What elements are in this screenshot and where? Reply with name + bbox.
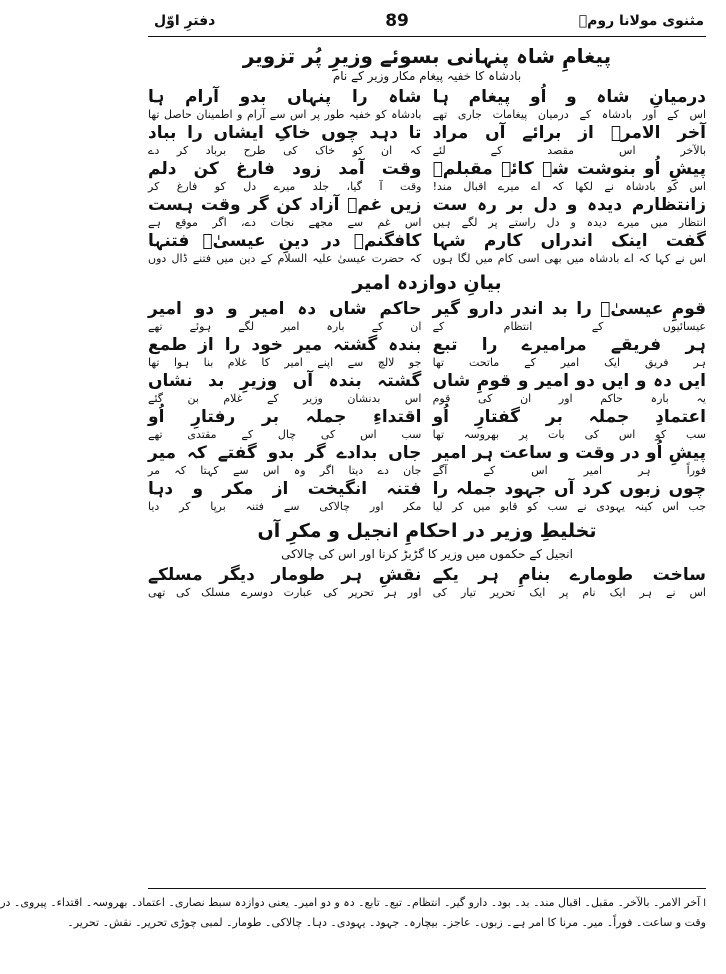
couplet (148, 442, 706, 478)
verse-translation: اس کے اور بادشاہ کے درمیان پیغامات جاری تھے (432, 108, 706, 121)
verse-text: درمیانِ شاہ و اُو پیغام ہا (432, 87, 706, 107)
verse-text: زیں غمؔ آزاد کن گر وقت ہست (148, 195, 422, 215)
left-hemistich (148, 230, 421, 266)
verse-text: چوں زبوں کرد آں جہود جملہ را (432, 479, 706, 499)
couplet (148, 158, 706, 194)
verse-translation: جب اس کینہ یہودی نے سب کو قابو میں کر لیا (432, 500, 706, 513)
verse-text: ہر فریقے مرامیرے را تبع (432, 335, 706, 355)
couplet (148, 230, 706, 266)
verse-translation: بالآخر اس مقصد کے لئے (432, 144, 706, 157)
couplet (148, 194, 706, 230)
couplet (148, 122, 706, 158)
footnote-rule (148, 888, 706, 889)
right-hemistich (433, 370, 706, 406)
verse-text: پیشِ اُو بنوشت شہ کائے مقبلمؔ (432, 159, 706, 179)
verse-text: ساخت طومارے بنامِ ہر یکے (432, 565, 706, 585)
right-hemistich (433, 86, 706, 122)
verse-text: وقت آمد زود فارغ کن دلم (148, 159, 422, 179)
section-title: پیغامِ شاہ پنہانی بسوئے وزیرِ پُر تزویر (242, 44, 612, 68)
verse-text: حاکم شاں دہ امیر و دو امیر (148, 299, 422, 319)
left-hemistich (148, 86, 421, 122)
verse-text: شاہ را پنہاں بدو آرام ہا (148, 87, 422, 107)
right-hemistich (433, 564, 706, 600)
couplet (148, 478, 706, 514)
left-hemistich (148, 122, 421, 158)
left-hemistich (148, 442, 421, 478)
right-hemistich (433, 122, 706, 158)
couplet (148, 86, 706, 122)
left-hemistich (148, 406, 421, 442)
left-hemistich (148, 158, 421, 194)
left-hemistich (148, 370, 421, 406)
left-hemistich (148, 564, 421, 600)
verse-text: اعتمادِ جملہ بر گفتارِ اُو (432, 407, 706, 427)
page-body (148, 44, 706, 600)
section-title: تخلیطِ وزیر در احکامِ انجیل و مکرِ آں (257, 520, 597, 542)
right-hemistich (433, 406, 706, 442)
verse-text: ایں دہ و ایں دو امیر و قومِ شاں (432, 371, 706, 391)
verse-text: اقتداءِ جملہ بر رفتارِ اُو (148, 407, 422, 427)
verse-translation: ان کے بارہ امیر لگے ہوئے تھے (148, 320, 422, 333)
verse-translation: کہ حضرت عیسیٰ علیہ السلام کے دین میں فتنے ڈال دوں (148, 252, 422, 265)
verse-translation: اس نے ہر ایک نام پر ایک تحریر تیار کی (432, 586, 706, 599)
page-header (154, 8, 704, 34)
left-hemistich (148, 334, 421, 370)
right-hemistich (433, 158, 706, 194)
verse-text: گفت اینک اندراں کارم شہا (432, 231, 706, 251)
verse-translation: اس نے کہا کہ اے بادشاہ میں بھی اسی کام میں لگا ہوں (432, 252, 706, 265)
book-title: مثنوی مولانا رومؒ (578, 13, 704, 29)
couplet (148, 298, 706, 334)
verse-translation: مکر اور چالاکی سے فتنہ برپا کر دیا (148, 500, 422, 513)
verse-text: پیشِ اُو در وقت و ساعت ہر امیر (432, 443, 706, 463)
footnotes (0, 893, 706, 932)
couplet (148, 334, 706, 370)
right-hemistich (433, 194, 706, 230)
verse-text: زانتظارم دیدہ و دل بر رہ ست (432, 195, 706, 215)
left-hemistich (148, 194, 421, 230)
verse-translation: وقت آ گیا، جلد میرے دل کو فارغ کر (148, 180, 422, 193)
header-rule (148, 36, 706, 37)
couplet (148, 564, 706, 600)
section-subtitle: انجیل کے حکموں میں وزیر کا گڑبڑ کرنا اور اس کی چالاکی (281, 547, 573, 561)
verse-text: قومِ عیسیٰؑ را بد اندر دارو گیر (432, 299, 706, 319)
verse-translation: اس بدنشان وزیر کے غلام بن گئے (148, 392, 422, 405)
verse-text: بندہ گشتہ میر خود را از طمع (148, 335, 422, 355)
verse-translation: بادشاہ کو خفیہ طور پر اس سے آرام و اطمینان حاصل تھا (148, 108, 422, 121)
footnote-line (0, 893, 706, 913)
right-hemistich (433, 442, 706, 478)
verse-text: کافگنمؔ در دینِ عیسیٰؑ فتنہا (148, 231, 422, 251)
verse-translation: جان دے دیتا اگر وہ اس سے کہتا کہ مر (148, 464, 422, 477)
verse-translation: سب اس کی چال کے مقتدی تھے (148, 428, 422, 441)
verse-text: جاں بدادے گر بدو گفتے کہ میر (148, 443, 422, 463)
page-number: 89 (385, 11, 409, 31)
verse-translation: کہ ان کو خاک کی طرح برباد کر دے (148, 144, 422, 157)
left-hemistich (148, 478, 421, 514)
section-title: بیانِ دوازدہ امیر (352, 272, 502, 294)
verse-text: نقشِ ہر طومار دیگر مسلکے (148, 565, 422, 585)
verse-translation: اس غم سے مجھے نجات دے، اگر موقع ہے (148, 216, 422, 229)
footnote-marker: ا (703, 898, 706, 909)
verse-text: گشتہ بندہ آں وزیرِ بد نشاں (148, 371, 422, 391)
verse-translation: ہر فریق ایک امیر کے ماتحت تھا (432, 356, 706, 369)
couplet (148, 406, 706, 442)
couplet (148, 370, 706, 406)
left-hemistich (148, 298, 421, 334)
section-subtitle: بادشاہ کا خفیہ پیغام مکار وزیر کے نام (332, 69, 522, 83)
right-hemistich (433, 478, 706, 514)
verse-text: فتنہ انگیخت از مکر و دہا (148, 479, 422, 499)
verse-translation: جو لالچ سے اپنے امیر کا غلام بنا ہوا تھا (148, 356, 422, 369)
right-hemistich (433, 230, 706, 266)
footnote-line: وقت و ساعت۔ فوراً۔ میر۔ مرنا کا امر ہے۔ زبوں۔ عاجز۔ بیچارہ۔ جہود۔ یہودی۔ دہا۔ چالاکی۔ طومار۔ لمبی چوڑی تحریر۔ نقش۔ تحریر۔ (67, 916, 706, 929)
verse-translation: یہ بارہ حاکم اور ان کی قوم (432, 392, 706, 405)
footnote-text: آخر الامر۔ بالآخر۔ مقبل۔ اقبال مند۔ بد۔ بود۔ دارو گیر۔ انتظام۔ تبع۔ تابع۔ دہ و دو امیر۔ یعنی دوازدہ سبط نصاری۔ اعتماد۔ بھروسہ۔ اقتداء۔ پیروی۔ در (0, 896, 701, 909)
right-hemistich (433, 334, 706, 370)
right-hemistich (433, 298, 706, 334)
verse-text: تا دہد چوں خاکِ ایشاں را بباد (148, 123, 422, 143)
verse-translation: فوراً ہر امیر اس کے آگے (432, 464, 706, 477)
verse-translation: عیسائیوں کے انتظام کے (432, 320, 706, 333)
volume-label: دفترِ اوّل (154, 13, 216, 29)
verse-translation: انتظار میں میرے دیدہ و دل راستے پر لگے ہیں (432, 216, 706, 229)
verse-translation: اور ہر تحریر کی عبارت دوسرے مسلک کی تھی (148, 586, 422, 599)
verse-text: آخر الامرؔ از برائے آں مراد (432, 123, 706, 143)
verse-translation: سب کو اس کی بات پر بھروسہ تھا (432, 428, 706, 441)
verse-translation: اس کو بادشاہ نے لکھا کہ اے میرے اقبال مند! (432, 180, 706, 193)
